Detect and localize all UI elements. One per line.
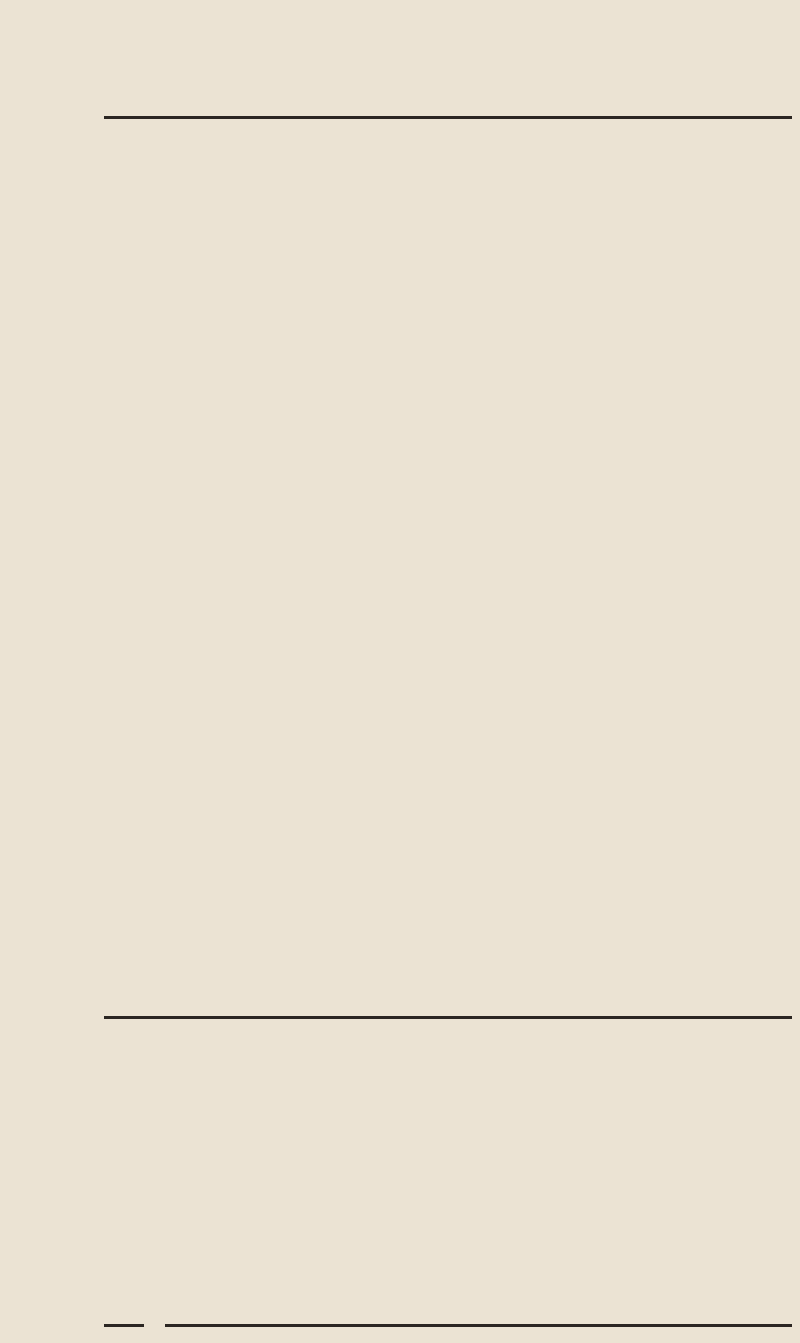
top-rule — [104, 116, 792, 119]
description-paragraph — [104, 1030, 794, 1054]
footer-rule-short — [104, 1324, 144, 1327]
description-paragraph — [104, 1194, 794, 1218]
description-paragraph — [104, 1140, 794, 1164]
section-divider — [104, 1016, 792, 1019]
footer-rule — [165, 1324, 792, 1327]
